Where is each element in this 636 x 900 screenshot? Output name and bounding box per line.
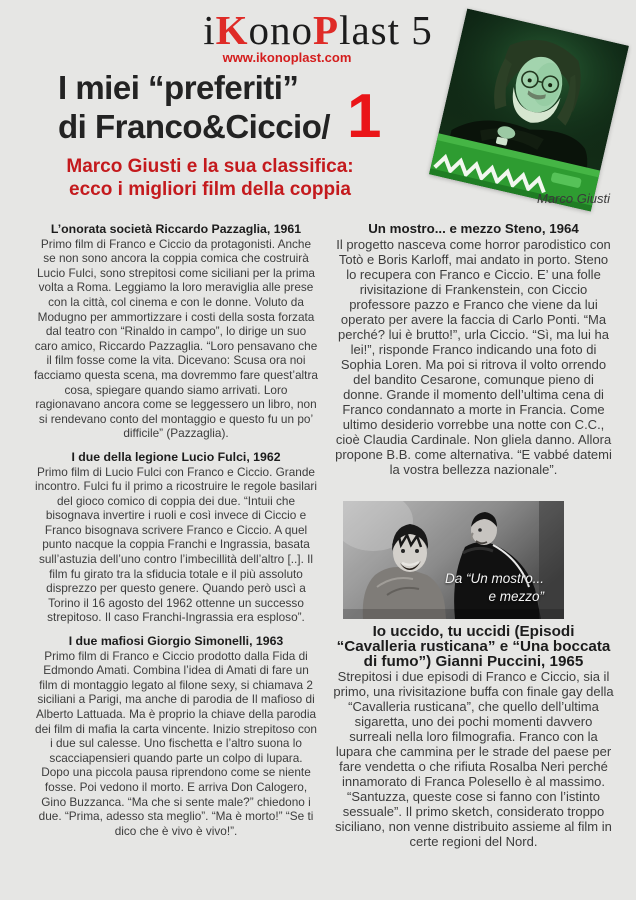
- marco-giusti-photo: [429, 9, 629, 212]
- marco-giusti-photo-art: [429, 9, 629, 212]
- right-column-bottom: [333, 624, 614, 858]
- issue-number: 1: [347, 82, 382, 151]
- subtitle: [40, 155, 380, 201]
- page-title-line1: I miei “preferiti”: [58, 69, 299, 106]
- still-caption-line2: e mezzo”: [488, 588, 544, 604]
- article-body: Primo film di Lucio Fulci con Franco e Ciccio. Grande incontro. Fulci fu il primo a ricostruire le regole basilari del gioco comico di coppia dei due. “Intuii che bisognava invertire i ruoli e così invece di Ciccio e Franco bisognava scrivere Franco e Ciccio. A quel punto nacque la coppia Franchi e Ingrassia, basata sull’astuzia dell’uno contro l’imbecillità dell’altro [..]. Il film fu girato tra la sfiducia totale e il più assoluto disprezzo per questo genere. Quando però uscì a Torino il 16 agosto del 1962 ottenne un successo strepitoso. Il caso Franchi-Ingrassia era esploso”.: [35, 464, 317, 625]
- still-caption-line1: Da “Un mostro...: [444, 571, 544, 586]
- article-body: Il progetto nasceva come horror parodistico con Totò e Boris Karloff, mai andato in porto. Steno lo recupera con Franco e Ciccio. E’ una folle rivisitazione di Frankenstein, con Ciccio professore pazzo e Franco che viene da lui operato per avere la faccia di Carlo Ponti. “Ma perché? lui è brutto!”, urla Ciccio. “Sì, ma lui ha lei!”, risponde Franco indicando una foto di Sophia Loren. Ma poi si ritrova il volto orrendo del bandito Cesarone, comunque pieno di donne. Grande il momento dell’ultima cena di Franco condannato a morte in Francia. Come ultimo desiderio vorrebbe una notte con C.C., cioè Claudia Cardinale. Non gliela danno. Allora propone B.B. come alternativa. “E vabbé datemi la vostra bellezza nazionale”.: [335, 236, 612, 477]
- website-link[interactable]: www.ikonoplast.com: [222, 50, 352, 65]
- article-un-mostro-e-mezzo: [333, 222, 614, 477]
- page-title-line2: di Franco&Ciccio/: [58, 108, 331, 145]
- article-io-uccido-tu-uccidi: [333, 624, 614, 849]
- logo-letter: i: [203, 7, 216, 53]
- logo-letter: ono: [248, 7, 314, 53]
- logo-letter-red: P: [313, 7, 340, 53]
- portrait-caption: Marco Giusti: [537, 191, 610, 206]
- article-body: Primo film di Franco e Ciccio da protagonisti. Anche se non sono ancora la coppia comica che costruirà Lucio Fulci, sono strepitosi come siciliani per la prima volta a Roma. Leggiamo la loro meraviglia alle prese con la città, col cinema e con le donne. Voluto da Modugno per ammortizzare i costi della sosta forzata dal teatro con “Rinaldo in campo”, lo dirige un suo caro amico, Riccardo Pazzaglia. “Loro pensavano che il film fosse come la vita. Dicevano: Scusa ora noi facciamo questa scena, ma dovremmo fare quest’altra cosa, spiegare quando siamo arrivati. Loro ragionavano ancora come se leggessero un libro, non si rendevano conto del montaggio e questo fu un po’ difficile” (Pazzaglia).: [34, 236, 318, 441]
- article-title: I due mafiosi Giorgio Simonelli, 1963: [68, 634, 284, 649]
- article-title: Un mostro... e mezzo Steno, 1964: [368, 221, 579, 236]
- logo-letter: last 5: [339, 7, 433, 53]
- article-due-della-legione: [34, 450, 318, 625]
- logo-letter-red: K: [215, 7, 249, 53]
- subtitle-line2: ecco i migliori film della coppia: [69, 179, 351, 200]
- right-column-top: [333, 222, 614, 486]
- left-column: [34, 222, 318, 847]
- article-title: Io uccido, tu uccidi (Episodi “Cavalleria rusticana” e “Una boccata di fumo”) Gianni Puccini, 1965: [336, 623, 611, 670]
- article-body: Strepitosi i due episodi di Franco e Ciccio, sia il primo, una rivisitazione buffa con finale gay della “Cavalleria rusticana”, che quello dell’ultima sigaretta, uno dei pochi momenti davvero surreali nella loro filmografia. Franco con la lupara che cammina per le strade del paese per fare vendetta o che rifiuta Rosalba Neri perché innamorato di Franca Polesello è al massimo. “Santuzza, queste cose si fanno con l’istinto sessuale”. Il primo sketch, considerato troppo siciliano, non venne distribuito assieme al film in certe regioni del Nord.: [333, 669, 614, 849]
- article-body: Primo film di Franco e Ciccio prodotto dalla Fida di Edmondo Amati. Combina l’idea di Amati di fare un film di montaggio legato al filone sexy, si chiamava 2 siciliani a Parigi, ma anche di parodia de Il mafioso di Alberto Lattuada. Ma è proprio la chiave della parodia dei film di mafia la carta vincente. Inizio strepitoso con i due sul calesse. Uno fischetta e l’altro suona lo scacciapensieri quando parte un colpo di lupara. Dopo una piccola pausa riprendono come se niente fosse. Poi vedono il morto. E arriva Don Calogero, Gino Buzzanca. “Ma che si sente male?” chiedono i due. “Prima, adesso sta meglio”. “Ma è morto!” “Se ti dico che è vivo è vivo!”.: [35, 648, 317, 838]
- article-title: I due della legione Lucio Fulci, 1962: [71, 449, 281, 464]
- subtitle-line1: Marco Giusti e la sua classifica:: [66, 156, 354, 177]
- article-title: L’onorata società Riccardo Pazzaglia, 1961: [50, 222, 302, 236]
- still-caption: [418, 570, 544, 605]
- article-due-mafiosi: [34, 634, 318, 838]
- page-title: [58, 68, 330, 146]
- article-onorata-societa: [34, 222, 318, 441]
